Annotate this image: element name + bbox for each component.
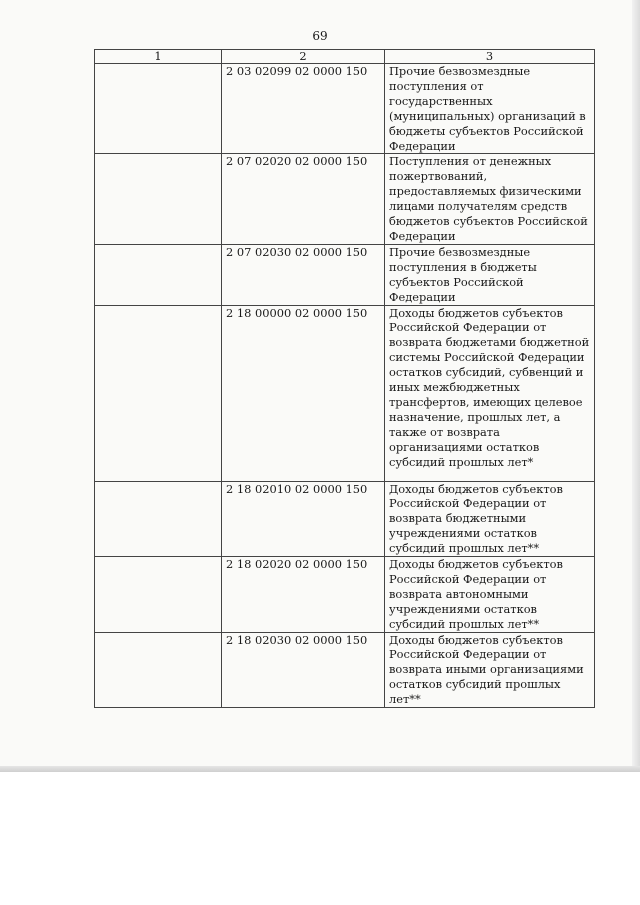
cell-code: 2 18 02030 02 0000 150 xyxy=(222,632,385,708)
scan-bottom-edge xyxy=(0,766,640,772)
column-header-3: 3 xyxy=(385,50,595,64)
cell-code: 2 18 02020 02 0000 150 xyxy=(222,557,385,633)
table-row xyxy=(95,557,595,633)
cell-col1 xyxy=(95,557,222,633)
cell-name: Доходы бюджетов субъектов Российской Федерации от возврата бюджетными учреждениями остатков субсидий прошлых лет** xyxy=(385,481,595,557)
table-row xyxy=(95,481,595,557)
revenue-codes-table xyxy=(94,49,595,708)
table-row xyxy=(95,632,595,708)
cell-code: 2 07 02030 02 0000 150 xyxy=(222,244,385,305)
cell-name: Прочие безвозмездные поступления в бюджеты субъектов Российской Федерации xyxy=(385,244,595,305)
cell-col1 xyxy=(95,305,222,481)
table-row xyxy=(95,305,595,481)
cell-name: Прочие безвозмездные поступления от государственных (муниципальных) организаций в бюджеты субъектов Российской Федерации xyxy=(385,64,595,154)
cell-name: Доходы бюджетов субъектов Российской Федерации от возврата иными организациями остатков субсидий прошлых лет** xyxy=(385,632,595,708)
table-row xyxy=(95,244,595,305)
cell-col1 xyxy=(95,481,222,557)
cell-code: 2 03 02099 02 0000 150 xyxy=(222,64,385,154)
table-row xyxy=(95,64,595,154)
cell-code: 2 18 00000 02 0000 150 xyxy=(222,305,385,481)
cell-col1 xyxy=(95,244,222,305)
cell-code: 2 07 02020 02 0000 150 xyxy=(222,154,385,244)
page-number: 69 xyxy=(312,29,328,43)
scan-edge-shadow xyxy=(632,0,640,770)
cell-name: Доходы бюджетов субъектов Российской Федерации от возврата бюджетами бюджетной системы Российской Федерации остатков субсидий, субвенций и иных межбюджетных трансфертов, имеющих целевое назначение, прошлых лет, а также от возврата организациями остатков субсидий прошлых лет* xyxy=(385,305,595,481)
cell-name: Доходы бюджетов субъектов Российской Федерации от возврата автономными учреждениями остатков субсидий прошлых лет** xyxy=(385,557,595,633)
cell-name: Поступления от денежных пожертвований, предоставляемых физическими лицами получателям средств бюджетов субъектов Российской Федерации xyxy=(385,154,595,244)
cell-code: 2 18 02010 02 0000 150 xyxy=(222,481,385,557)
table-header-row xyxy=(95,50,595,64)
cell-col1 xyxy=(95,64,222,154)
table-row xyxy=(95,154,595,244)
column-header-1: 1 xyxy=(95,50,222,64)
column-header-2: 2 xyxy=(222,50,385,64)
cell-col1 xyxy=(95,154,222,244)
cell-col1 xyxy=(95,632,222,708)
